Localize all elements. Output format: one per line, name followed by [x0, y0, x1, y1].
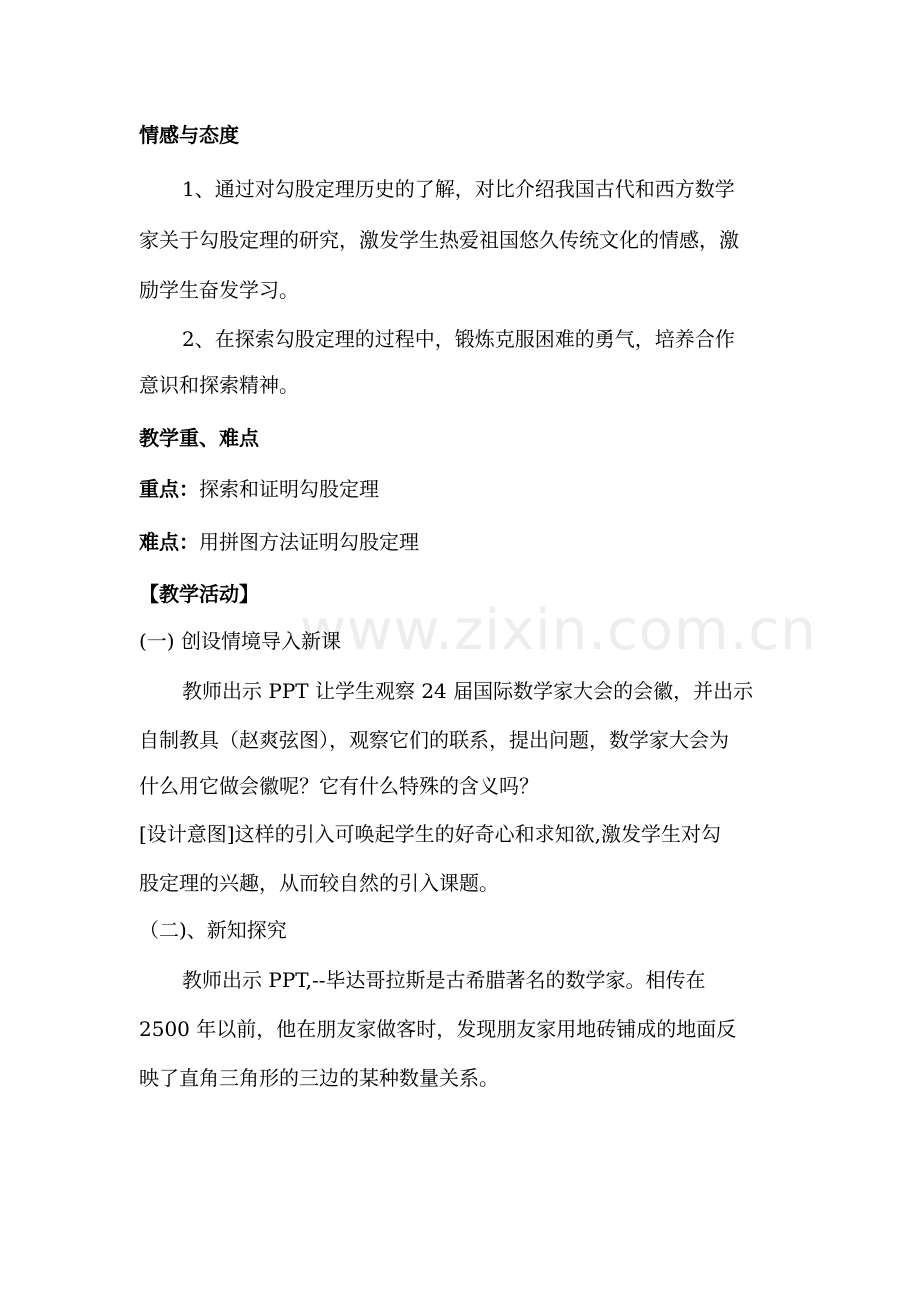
paragraph-line: 励学生奋发学习。 — [139, 278, 299, 302]
paragraph-line: 教师出示 PPT,--毕达哥拉斯是古希腊著名的数学家。相传在 — [182, 968, 706, 992]
heading-key-difficult-points: 教学重、难点 — [139, 426, 259, 450]
difficult-point-text: 用拼图方法证明勾股定理 — [199, 530, 419, 554]
heading-teaching-activity: 【教学活动】 — [139, 582, 259, 606]
paragraph-line: 教师出示 PPT 让学生观察 24 届国际数学家大会的会徽，并出示 — [182, 679, 754, 703]
paragraph-line: 意识和探索精神。 — [139, 373, 299, 397]
watermark: www.zixin.com.cn — [300, 598, 817, 663]
paragraph-line: 1、通过对勾股定理历史的了解，对比介绍我国古代和西方数学 — [182, 177, 735, 201]
key-point-label: 重点： — [139, 477, 199, 501]
paragraph-line: 映了直角三角形的三边的某种数量关系。 — [139, 1066, 499, 1090]
part1-title: (一) 创设情境导入新课 — [139, 629, 341, 653]
paragraph-line: 2、在探索勾股定理的过程中，锻炼克服困难的勇气，培养合作 — [182, 327, 735, 351]
design-intent-line: [设计意图]这样的引入可唤起学生的好奇心和求知欲,激发学生对勾 — [139, 822, 721, 846]
key-point-text: 探索和证明勾股定理 — [199, 477, 379, 501]
design-intent-line: 股定理的兴趣，从而较自然的引入课题。 — [139, 871, 499, 895]
part2-title: （二)、新知探究 — [139, 918, 287, 942]
paragraph-line: 什么用它做会徽呢？它有什么特殊的含义吗？ — [139, 774, 539, 798]
heading-emotion-attitude: 情感与态度 — [139, 123, 239, 147]
paragraph-line: 2500 年以前，他在朋友家做客时，发现朋友家用地砖铺成的地面反 — [139, 1017, 737, 1041]
difficult-point-label: 难点： — [139, 530, 199, 554]
paragraph-line: 自制教具（赵爽弦图），观察它们的联系，提出问题，数学家大会为 — [139, 728, 729, 752]
key-point-line — [139, 475, 379, 503]
difficult-point-line — [139, 528, 419, 556]
paragraph-line: 家关于勾股定理的研究，激发学生热爱祖国悠久传统文化的情感，激 — [139, 228, 739, 252]
